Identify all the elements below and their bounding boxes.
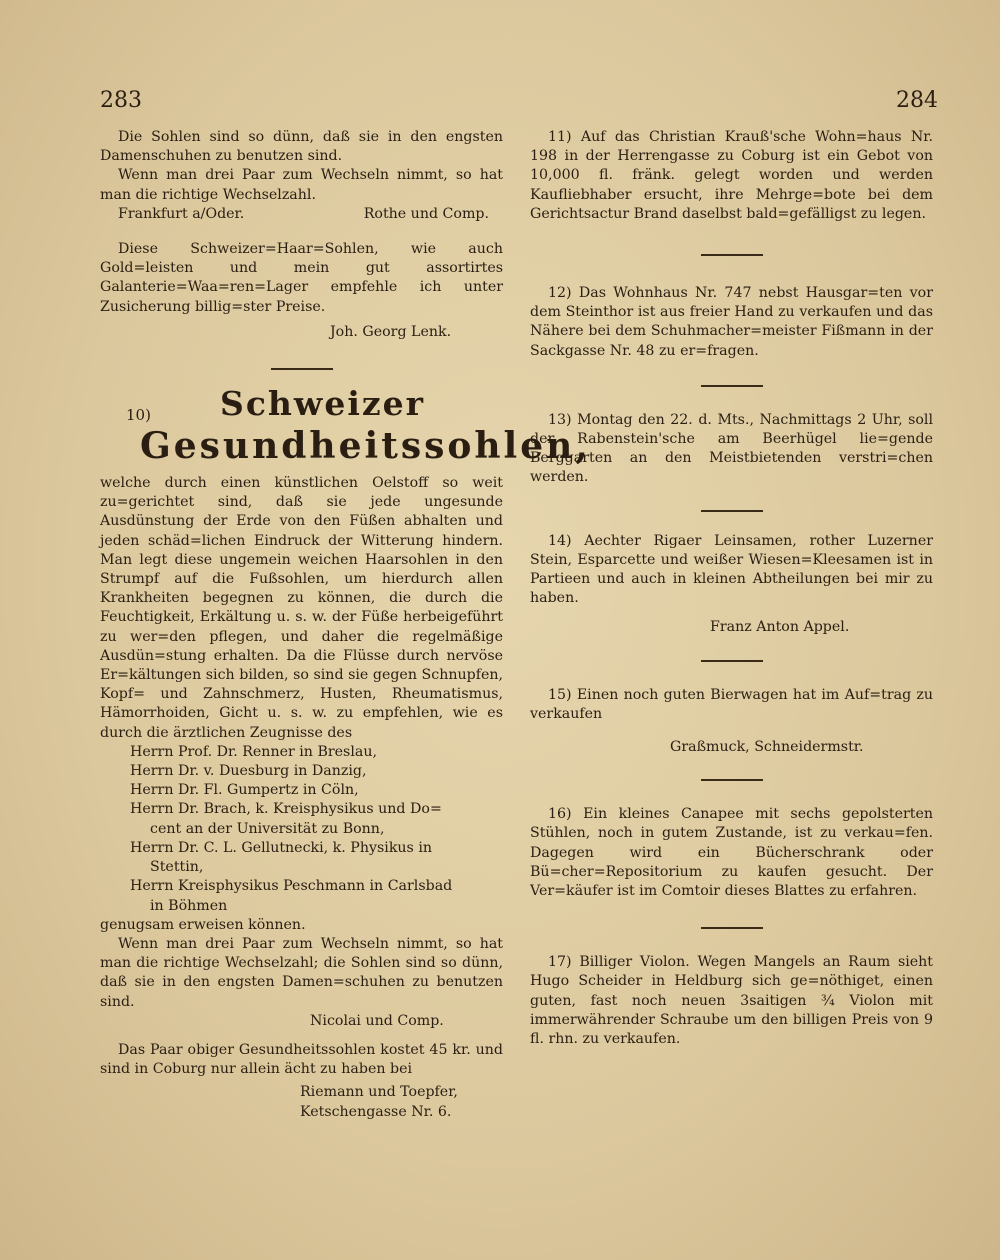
right-column: [530, 128, 933, 1049]
notice-16: 16) Ein kleines Canapee mit sechs gepolsterten Stühlen, noch in gutem Zustande, ist zu verkau=fen. Dagegen wird ein Bücherschrank oder Bü=cher=Repositorium zu kaufen gesucht. Der Ver=käufer ist im Comtoir dieses Blattes zu erfahren.: [530, 806, 933, 900]
reference-line: Herrn Dr. Fl. Gumpertz in Cöln,: [130, 782, 359, 799]
item-number: 10): [126, 406, 151, 425]
intro-line: Wenn man drei Paar zum Wechseln nimmt, so hat man die richtige Wechselzahl.: [100, 167, 503, 203]
notice-14-signature: Franz Anton Appel.: [710, 619, 850, 636]
price-text: Das Paar obiger Gesundheitssohlen kostet 45 kr. und sind in Coburg nur allein ächt zu haben bei: [100, 1041, 503, 1078]
separator-rule: [701, 660, 763, 662]
exchange-text: Wenn man drei Paar zum Wechseln nimmt, so hat man die richtige Wechselzahl; die Sohlen sind so dünn, daß sie in den engsten Damen=schuhen zu benutzen sind.: [100, 935, 503, 1010]
reference-line: Herrn Prof. Dr. Renner in Breslau,: [130, 743, 377, 760]
intro-place: Frankfurt a/Oder.: [118, 205, 245, 222]
reference-line: Stettin,: [150, 859, 204, 876]
separator-rule: [701, 385, 763, 387]
intro-footer: [100, 205, 503, 224]
separator-rule: [701, 779, 763, 781]
left-column: [100, 128, 591, 1122]
reference-line: Herrn Kreisphysikus Peschmann in Carlsbad: [130, 878, 453, 895]
item-10-body: welche durch einen künstlichen Oelstoff so weit zu=gerichtet sind, daß sie jede ungesunde Ausdünstung der Erde von den Füßen abhalten und jeden schäd=lichen Eindruck der Witterung hindern. Man legt diese ungemein weichen Haarsohlen in den Strumpf auf die Fußsohlen, um hierdurch allen Krankheiten begegnen zu können, die durch die Feuchtigkeit, Erkältung u. s. w. der Füße herbeigeführt zu wer=den pflegen, und daher die regelmäßige Ausdün=stung erhalten. Da die Flüsse durch nervöse Er=kältungen sich bilden, so sind sie gegen Schnupfen, Kopf= und Zahnschmerz, Husten, Rheumatismus, Hämorrhoiden, Gicht u. s. w. zu empfehlen, wie es durch die ärztlichen Zeugnisse des: [100, 475, 503, 741]
reference-line: Herrn Dr. v. Duesburg in Danzig,: [130, 763, 367, 780]
item-10-title: [100, 384, 591, 468]
notice-13: 13) Montag den 22. d. Mts., Nachmittags 2 Uhr, soll der Rabenstein'sche am Beerhügel lie=gende Berggarten an den Meistbietenden verstri=chen werden.: [530, 411, 933, 486]
title-line-2: Gesundheitssohlen,: [140, 425, 591, 468]
ad-signature: Joh. Georg Lenk.: [330, 323, 452, 340]
seller-name: Riemann und Toepfer,: [300, 1084, 458, 1101]
intro-signature: Rothe und Comp.: [363, 205, 489, 222]
proof-line: genugsam erweisen können.: [100, 916, 306, 933]
notice-15: 15) Einen noch guten Bierwagen hat im Auf=trag zu verkaufen: [530, 686, 933, 722]
reference-line: cent an der Universität zu Bonn,: [150, 820, 385, 837]
notice-17: 17) Billiger Violon. Wegen Mangels an Raum sieht Hugo Scheider in Heldburg sich ge=nöthiget, einen guten, fast noch neuen 3saitigen ¾ Violon mit immerwährender Schraube um den billigen Preis von 9 fl. rhn. zu verkaufen.: [530, 954, 933, 1048]
signature-nicolai: Nicolai und Comp.: [310, 1012, 444, 1029]
reference-list: [100, 743, 503, 916]
notice-11: 11) Auf das Christian Krauß'sche Wohn=haus Nr. 198 in der Herrengasse zu Coburg ist ein Gebot von 10,000 fl. fränk. gelegt worden und werden Kaufliebhaber ersucht, ihre Mehrge=bote bei dem Gerichtsactur Brand daselbst bald=gefälligst zu legen.: [530, 129, 933, 222]
reference-line: in Böhmen: [150, 897, 228, 914]
separator-rule: [701, 510, 763, 512]
title-line-1: Schweizer: [220, 384, 425, 424]
notice-14: 14) Aechter Rigaer Leinsamen, rother Luzerner Stein, Esparcette und weißer Wiesen=Kleesamen ist in Partieen und auch in kleinen Abtheilungen bei mir zu haben.: [530, 532, 933, 607]
notice-12: 12) Das Wohnhaus Nr. 747 nebst Hausgar=ten vor dem Steinthor ist aus freier Hand zu verkaufen und das Nähere bei dem Schuhmacher=meister Fißmann in der Sackgasse Nr. 48 zu er=fragen.: [530, 285, 933, 359]
intro-line: Die Sohlen sind so dünn, daß sie in den engsten Damenschuhen zu benutzen sind.: [100, 129, 503, 165]
seller-address: Ketschengasse Nr. 6.: [300, 1103, 452, 1120]
page-number-right: 284: [896, 88, 938, 113]
reference-line: Herrn Dr. C. L. Gellutnecki, k. Physikus in: [130, 839, 433, 856]
separator-rule: [701, 254, 763, 256]
notice-15-signature: Graßmuck, Schneidermstr.: [670, 739, 864, 756]
separator-rule: [271, 368, 333, 370]
ad-text: Diese Schweizer=Haar=Sohlen, wie auch Gold=leisten und mein gut assortirtes Galanterie=Waa=ren=Lager empfehle ich unter Zusicherung billig=ster Preise.: [100, 241, 503, 315]
separator-rule: [701, 927, 763, 929]
reference-line: Herrn Dr. Brach, k. Kreisphysikus und Do=: [130, 801, 442, 818]
page-number-left: 283: [100, 88, 142, 113]
